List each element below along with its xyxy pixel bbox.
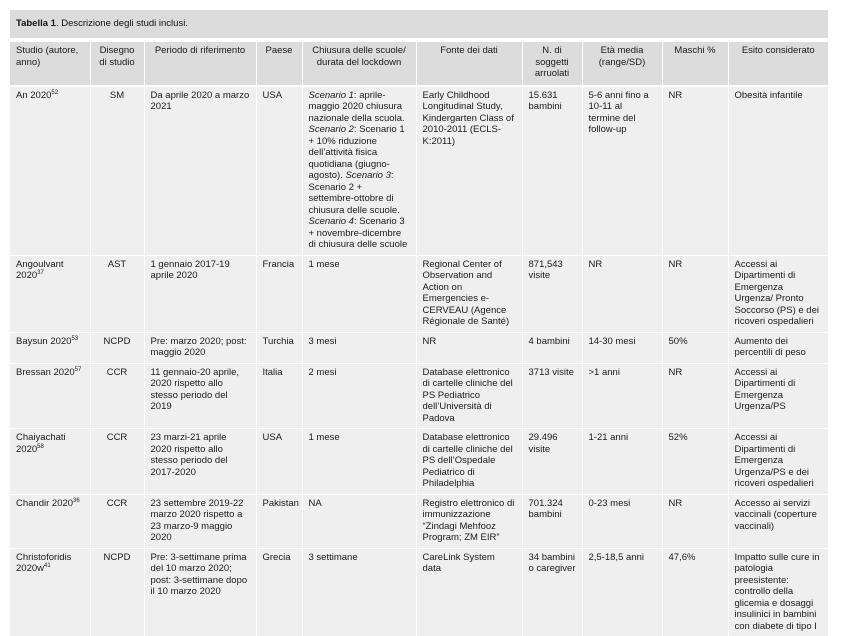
reference-number: 36 [73,497,80,504]
cell-design: NCPD [90,332,144,363]
cell-period: Da aprile 2020 a marzo 2021 [144,86,256,256]
cell-outcome: Accessi ai Dipartimenti di Emergenza Urgenza/PS [728,363,828,429]
caption-text: . Descrizione degli studi inclusi. [55,18,188,29]
cell-age: NR [582,255,662,332]
cell-male: NR [662,86,728,256]
col-header-country: Paese [256,42,302,86]
col-header-subjects: N. di soggetti arruolati [522,42,582,86]
cell-study: Christoforidis $2020w^{41}$ [10,548,90,636]
cell-age: 2,5-18,5 anni [582,548,662,636]
scenario-4: Scenario 4: Scenario 3 + novembre-dicembre di chiusura delle scuole [308,216,408,250]
col-header-design: Disegno di studio [90,42,144,86]
cell-closure: 3 mesi [302,332,416,363]
cell-country: Pakistan [256,494,302,548]
cell-age: 14-30 mesi [582,332,662,363]
cell-male: 52% [662,429,728,495]
reference-number: 41 [44,562,51,569]
cell-subjects: 4 bambini [522,332,582,363]
cell-male: NR [662,494,728,548]
cell-study: An 2020$^{52}$ [10,86,90,256]
cell-source: Database elettronico di cartelle cliniche del PS Pediatrico dell’Università di Padova [416,363,522,429]
reference-number: 58 [37,443,44,450]
col-header-source: Fonte dei dati [416,42,522,86]
cell-study: Chaiyachati 2020$^{58}$ [10,429,90,495]
cell-period: 23 settembre 2019-22 marzo 2020 rispetto a 23 marzo-9 maggio 2020 [144,494,256,548]
col-header-outcome: Esito considerato [728,42,828,86]
cell-closure: NA [302,494,416,548]
cell-period: 23 marzi-21 aprile 2020 rispetto allo stesso periodo del 2017-2020 [144,429,256,495]
cell-design: NCPD [90,548,144,636]
col-header-male: Maschi % [662,42,728,86]
cell-subjects: 15.631 bambini [522,86,582,256]
cell-study: Bressan 2020$^{57}$ [10,363,90,429]
cell-country: USA [256,429,302,495]
table-row [10,494,828,548]
scenario-3: Scenario 3: Scenario 2 + settembre-ottobre di chiusura delle scuole. [308,170,400,216]
col-header-age: Età media (range/SD) [582,42,662,86]
cell-country: Francia [256,255,302,332]
cell-design: SM [90,86,144,256]
cell-country: Grecia [256,548,302,636]
cell-design: CCR [90,429,144,495]
cell-period: 1 gennaio 2017-19 aprile 2020 [144,255,256,332]
cell-source: Registro elettronico di immunizzazione “Zindagi Mehfooz Program; ZM EIR” [416,494,522,548]
cell-male: NR [662,255,728,332]
reference-number: 52 [51,89,59,96]
cell-subjects: 29.496 visite [522,429,582,495]
scenario-2: Scenario 2: Scenario 1 + 10% riduzione dell’attività fisica quotidiana (giugno-agosto). [308,124,405,181]
cell-outcome: Accessi ai Dipartimenti di Emergenza Urgenza/ Pronto Soccorso (PS) e dei ricoveri ospedalieri [728,255,828,332]
table-row [10,363,828,429]
col-header-study: Studio (autore, anno) [10,42,90,86]
studies-table [10,42,828,636]
cell-closure: 2 mesi [302,363,416,429]
cell-outcome: Accesso ai servizi vaccinali (coperture vaccinali) [728,494,828,548]
cell-outcome: Obesità infantile [728,86,828,256]
cell-age: >1 anni [582,363,662,429]
col-header-period: Periodo di riferimento [144,42,256,86]
cell-closure: 1 mese [302,255,416,332]
cell-male: 47,6% [662,548,728,636]
table-row [10,429,828,495]
reference-number: 37 [37,269,44,276]
cell-closure [302,86,416,256]
table-row [10,548,828,636]
header-row [10,42,828,86]
cell-period: Pre: 3-settimane prima del 10 marzo 2020; post: 3-settimane dopo il 10 marzo 2020 [144,548,256,636]
cell-outcome: Impatto sulle cure in patologia preesistente: controllo della glicemia e dosaggi insulinici in bambini con diabete di tipo I [728,548,828,636]
cell-outcome: Aumento dei percentili di peso [728,332,828,363]
cell-age: 1-21 anni [582,429,662,495]
cell-source: Database elettronico di cartelle cliniche del PS dell’Ospedale Pediatrico di Philadelphia [416,429,522,495]
cell-subjects: 701.324 bambini [522,494,582,548]
caption-label: Tabella 1 [16,18,56,29]
cell-outcome: Accessi ai Dipartimenti di Emergenza Urgenza/PS e dei ricoveri ospedalieri [728,429,828,495]
cell-age: 0-23 mesi [582,494,662,548]
cell-closure: 1 mese [302,429,416,495]
cell-source: Early Childhood Longitudinal Study, Kindergarten Class of 2010-2011 (ECLS-K:2011) [416,86,522,256]
cell-design: CCR [90,363,144,429]
table-caption [10,10,828,38]
cell-design: CCR [90,494,144,548]
cell-study: Angoulvant 2020$^{37}$ [10,255,90,332]
scenario-1: Scenario 1: aprile-maggio 2020 chiusura nazionale della scuola. [308,89,405,124]
col-header-closure: Chiusura delle scuole/ durata del lockdown [302,42,416,86]
cell-male: 50% [662,332,728,363]
table-row [10,332,828,363]
table-row [10,255,828,332]
cell-period: Pre: marzo 2020; post: maggio 2020 [144,332,256,363]
cell-country: USA [256,86,302,256]
reference-number: 57 [74,366,82,373]
cell-study: Chandir 2020$^{36}$ [10,494,90,548]
cell-subjects: 871,543 visite [522,255,582,332]
cell-source: NR [416,332,522,363]
cell-source: CareLink System data [416,548,522,636]
cell-country: Italia [256,363,302,429]
table-container [10,10,828,636]
reference-number: 53 [71,335,79,342]
cell-study: Baysun 2020$^{53}$ [10,332,90,363]
cell-age: 5-6 anni fino a 10-11 al termine del follow-up [582,86,662,256]
table-row [10,86,828,256]
cell-subjects: 3713 visite [522,363,582,429]
cell-country: Turchia [256,332,302,363]
cell-subjects: 34 bambini o caregiver [522,548,582,636]
cell-source: Regional Center of Observation and Action on Emergencies e-CERVEAU (Agence Régionale de Santé) [416,255,522,332]
cell-design: AST [90,255,144,332]
cell-period: 11 gennaio-20 aprile, 2020 rispetto allo stesso periodo del 2019 [144,363,256,429]
cell-male: NR [662,363,728,429]
cell-closure: 3 settimane [302,548,416,636]
